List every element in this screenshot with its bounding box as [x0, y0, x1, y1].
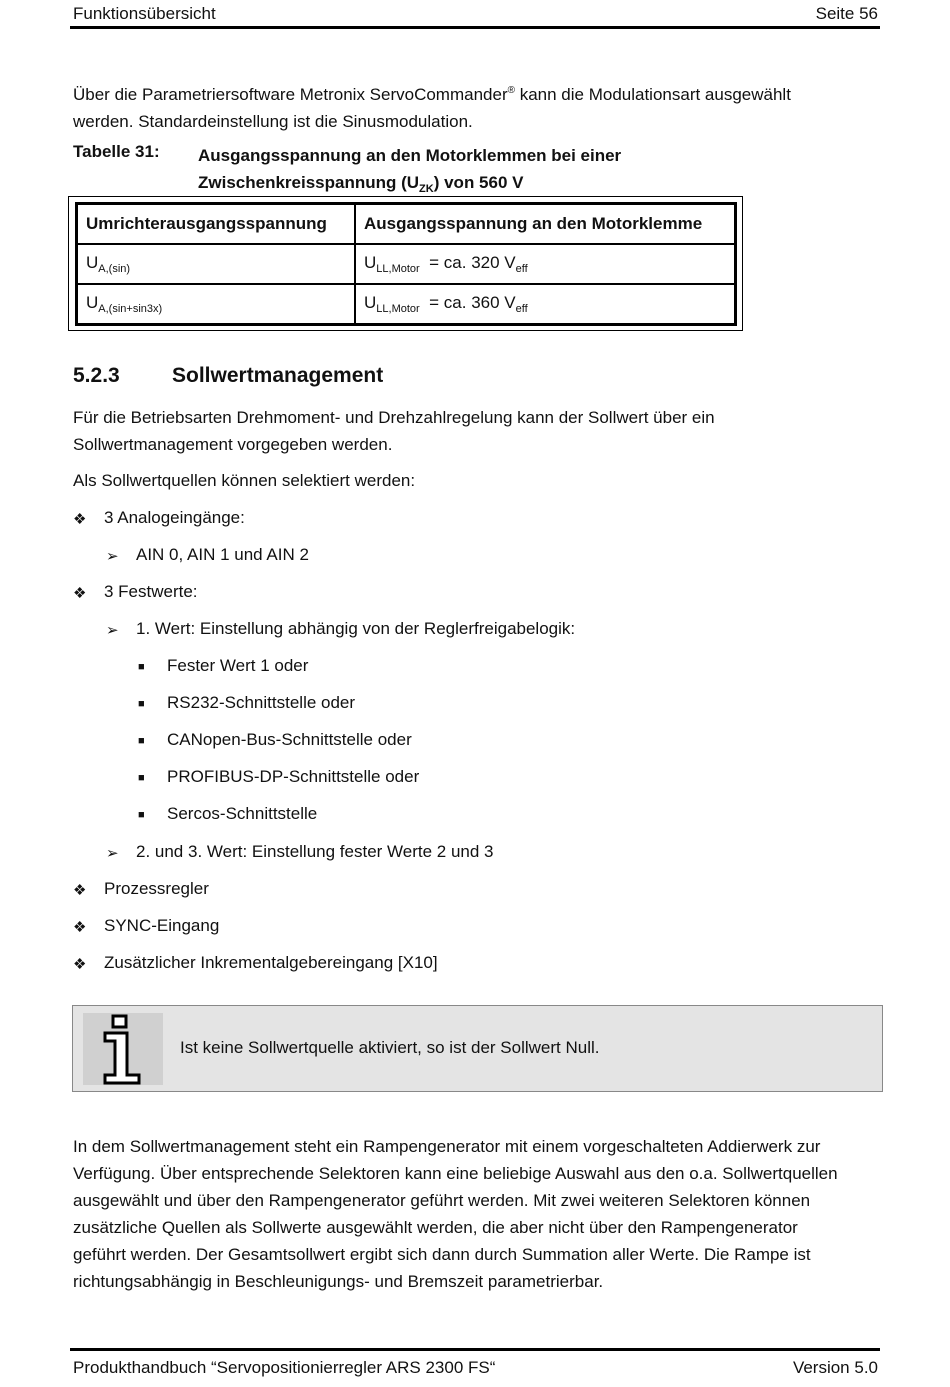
cell-text: U	[364, 253, 377, 272]
info-icon	[83, 1013, 163, 1085]
intro-text-b: kann die Modulationsart ausgewählt	[514, 85, 791, 104]
page-number: Seite 56	[815, 4, 878, 23]
intro-line-2: werden. Standardeinstellung ist die Sinusmodulation.	[73, 112, 473, 131]
voltage-table	[75, 202, 737, 326]
square-bullet-icon: ■	[138, 809, 145, 821]
list-subitem: 1. Wert: Einstellung abhängig von der Reglerfreigabelogik:	[136, 619, 576, 638]
list-subsubitem: PROFIBUS-DP-Schnittstelle oder	[167, 767, 420, 786]
cell-text: = ca. 360 V	[419, 293, 516, 312]
table-cell	[355, 284, 736, 325]
table-caption	[198, 142, 621, 203]
paragraph-1	[73, 404, 873, 458]
caption-text-a: Zwischenkreisspannung (U	[198, 173, 420, 192]
caption-line-1: Ausgangsspannung an den Motorklemmen bei einer	[198, 146, 622, 165]
paragraph-line: Verfügung. Über entsprechende Selektoren kann eine beliebige Auswahl aus den o.a. Sollwertquellen	[73, 1164, 838, 1183]
cell-subscript: LL,Motor	[376, 303, 420, 315]
note-text: Ist keine Sollwertquelle aktiviert, so ist der Sollwert Null.	[180, 1038, 600, 1057]
list-item: Prozessregler	[104, 879, 209, 898]
cell-subscript: A,(sin)	[98, 263, 131, 275]
cell-subscript: eff	[515, 303, 528, 315]
diamond-bullet-icon: ❖	[73, 511, 87, 528]
square-bullet-icon: ■	[138, 772, 145, 784]
arrow-bullet-icon: ➢	[106, 548, 119, 565]
arrow-bullet-icon: ➢	[106, 845, 119, 862]
list-item: SYNC-Eingang	[104, 916, 220, 935]
cell-subscript: LL,Motor	[376, 263, 420, 275]
footer-rule	[70, 1348, 880, 1351]
table-cell	[355, 244, 736, 284]
diamond-bullet-icon: ❖	[73, 585, 87, 602]
list-subsubitem: Sercos-Schnittstelle	[167, 804, 318, 823]
cell-text: U	[86, 253, 99, 272]
note-box	[72, 1005, 883, 1092]
square-bullet-icon: ■	[138, 698, 145, 710]
table-header-cell: Umrichterausgangsspannung	[77, 204, 356, 245]
diamond-bullet-icon: ❖	[73, 956, 87, 973]
cell-subscript: eff	[515, 263, 528, 275]
cell-text: U	[364, 293, 377, 312]
intro-text-a: Über die Parametriersoftware Metronix ServoCommander	[73, 85, 508, 104]
intro-paragraph	[73, 77, 873, 135]
cell-text: U	[86, 293, 99, 312]
list-subsubitem: RS232-Schnittstelle oder	[167, 693, 356, 712]
list-subitem: AIN 0, AIN 1 und AIN 2	[136, 545, 309, 564]
table-row	[77, 284, 736, 325]
table-header-cell: Ausgangsspannung an den Motorklemme	[355, 204, 736, 245]
diamond-bullet-icon: ❖	[73, 919, 87, 936]
registered-mark: ®	[507, 85, 515, 96]
header-rule	[70, 26, 880, 29]
arrow-bullet-icon: ➢	[106, 622, 119, 639]
list-subitem: 2. und 3. Wert: Einstellung fester Werte 2 und 3	[136, 842, 494, 861]
caption-subscript: ZK	[419, 183, 434, 195]
paragraph-3	[73, 1133, 873, 1295]
footer-version: Version 5.0	[792, 1358, 878, 1377]
table-header-row	[77, 204, 736, 245]
paragraph-line: zusätzliche Quellen als Sollwerte ausgewählt werden, die aber nicht über den Rampengenerator	[73, 1218, 798, 1237]
info-icon-graphic	[83, 1013, 163, 1085]
table-caption-label: Tabelle 31:	[73, 142, 160, 161]
section-title: Sollwertmanagement	[172, 364, 384, 387]
square-bullet-icon: ■	[138, 661, 145, 673]
table-cell	[77, 244, 356, 284]
square-bullet-icon: ■	[138, 735, 145, 747]
diamond-bullet-icon: ❖	[73, 882, 87, 899]
list-item: 3 Festwerte:	[104, 582, 198, 601]
cell-subscript: A,(sin+sin3x)	[98, 303, 163, 315]
list-item: Zusätzlicher Inkrementalgebereingang [X10]	[104, 953, 438, 972]
paragraph-line: In dem Sollwertmanagement steht ein Rampengenerator mit einem vorgeschalteten Addierwerk zur	[73, 1137, 821, 1156]
header-title: Funktionsübersicht	[73, 4, 216, 23]
paragraph-line: richtungsabhängig in Beschleunigungs- und Bremszeit parametrierbar.	[73, 1272, 604, 1291]
paragraph-line: Für die Betriebsarten Drehmoment- und Drehzahlregelung kann der Sollwert über ein	[73, 408, 715, 427]
list-subsubitem: CANopen-Bus-Schnittstelle oder	[167, 730, 412, 749]
caption-text-b: ) von 560 V	[433, 173, 524, 192]
paragraph-line: Sollwertmanagement vorgegeben werden.	[73, 435, 393, 454]
intro-line-1	[73, 77, 873, 108]
cell-text: = ca. 320 V	[419, 253, 516, 272]
section-number: 5.2.3	[73, 364, 120, 387]
list-subsubitem: Fester Wert 1 oder	[167, 656, 309, 675]
table-cell	[77, 284, 356, 325]
list-item: 3 Analogeingänge:	[104, 508, 245, 527]
paragraph-2: Als Sollwertquellen können selektiert werden:	[73, 471, 416, 490]
paragraph-line: geführt werden. Der Gesamtsollwert ergibt sich dann durch Summation aller Werte. Die Rampe ist	[73, 1245, 811, 1264]
footer-title: Produkthandbuch “Servopositionierregler ARS 2300 FS“	[73, 1358, 496, 1377]
table-row	[77, 244, 736, 284]
paragraph-line: ausgewählt und über den Rampengenerator geführt werden. Mit zwei weiteren Selektoren können	[73, 1191, 811, 1210]
